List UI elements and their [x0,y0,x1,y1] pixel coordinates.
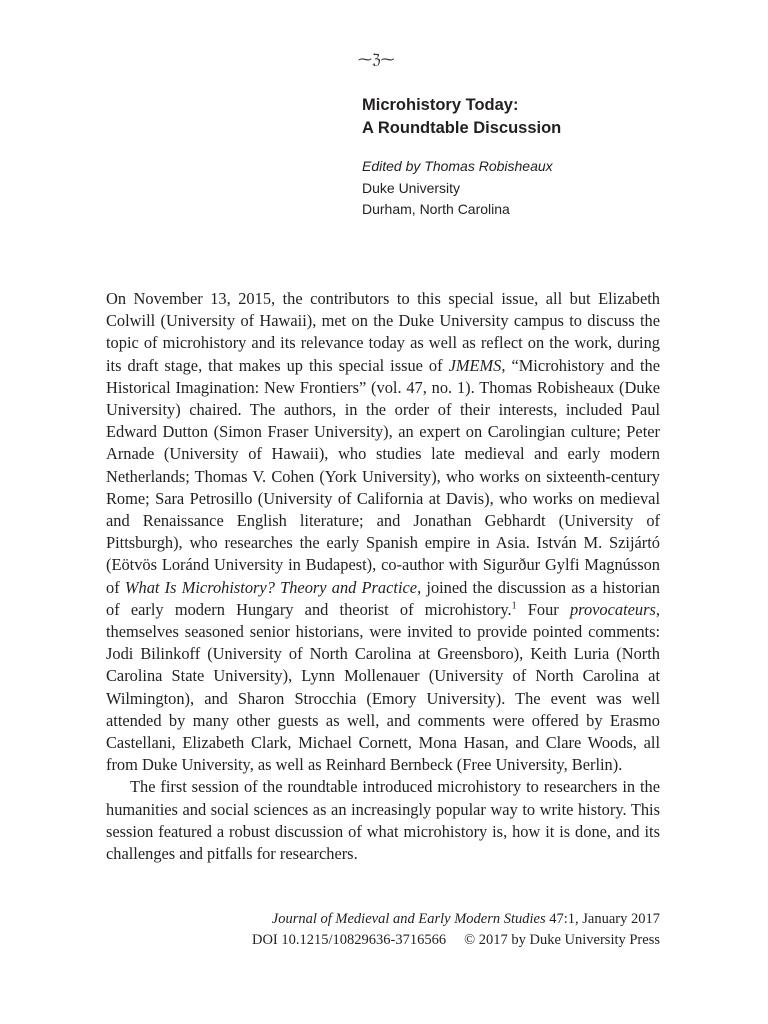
editor-affiliation: Duke University [362,179,461,196]
journal-title: Journal of Medieval and Early Modern Studies [271,911,546,927]
text-run: , joined the discussion as a historian of early modern Hungary and theorist of microhistory. [106,577,661,619]
ornament-glyph: ⁓ℨ⁓ [358,52,395,68]
title-line-1: Microhistory Today: [362,96,519,114]
doi: DOI 10.1215/10829636-3716566 [251,932,447,948]
italic-text: provocateurs [569,599,656,619]
article-title [362,94,702,140]
article-body [106,288,660,865]
page-footer [106,909,660,951]
article-meta [362,156,702,221]
journal-issue: 47:1, January 2017 [545,911,660,927]
text-run: On November 13, 2015, the contributors to this special issue, all but Elizabeth Colwill (University of Hawaii), met on the Duke University campus to discuss the topic of microhistory and its relevance today as well as reflect on the work, during its draft stage, that makes up this special issue of [106,289,660,375]
editor-location: Durham, North Carolina [362,201,510,217]
text-run: Four [516,599,570,619]
footnote-marker: 1 [511,600,517,612]
title-line-2: A Roundtable Discussion [362,119,562,137]
doi-copyright-line [106,930,660,951]
paragraph-2: The first session of the roundtable introduced microhistory to researchers in the humanities and social sciences as an increasingly popular way to write history. This session featured a robust discussion of what microhistory is, how it is done, and its challenges and pitfalls for researchers. [106,777,660,864]
italic-text: JMEMS [448,355,502,375]
paragraph-1 [106,288,660,776]
editor-credit: Edited by Thomas Robisheaux [362,158,553,174]
copyright: © 2017 by Duke University Press [464,932,660,948]
text-run: , “Microhistory and the Historical Imagination: New Frontiers” (vol. 47, no. 1). Thomas Robisheaux (Duke University) chaired. The authors, in the order of their interests, included Paul Edward Dutton (Simon Fraser University), an expert on Carolingian culture; Peter Arnade (University of Hawaii), who studies late medieval and early modern Netherlands; Thomas V. Cohen (York University), who works on sixteenth-century Rome; Sara Petrosillo (University of California at Davis), who works on medieval and Renaissance English literature; and Jonathan Gebhardt (University of Pittsburgh), who researches the early Spanish empire in Asia. István M. Szijártó (Eötvös Loránd University in Budapest), co-author with Sigurður Gylfi Magnússon of [106,355,660,597]
journal-citation [106,909,660,930]
italic-text: What Is Microhistory? Theory and Practice [124,577,418,597]
article-header [362,94,702,221]
text-run: , themselves seasoned senior historians, were invited to provide pointed comments: Jodi Bilinkoff (University of North Carolina at Greensboro), Keith Luria (North Carolina State University), Lynn Mollenauer (University of North Carolina at Wilmington), and Sharon Strocchia (Emory University). The event was well attended by many other guests as well, and comments were offered by Erasmo Castellani, Elizabeth Clark, Michael Cornett, Mona Hasan, and Clare Woods, all from Duke University, as well as Reinhard Bernbeck (Free University, Berlin). [106,599,660,775]
